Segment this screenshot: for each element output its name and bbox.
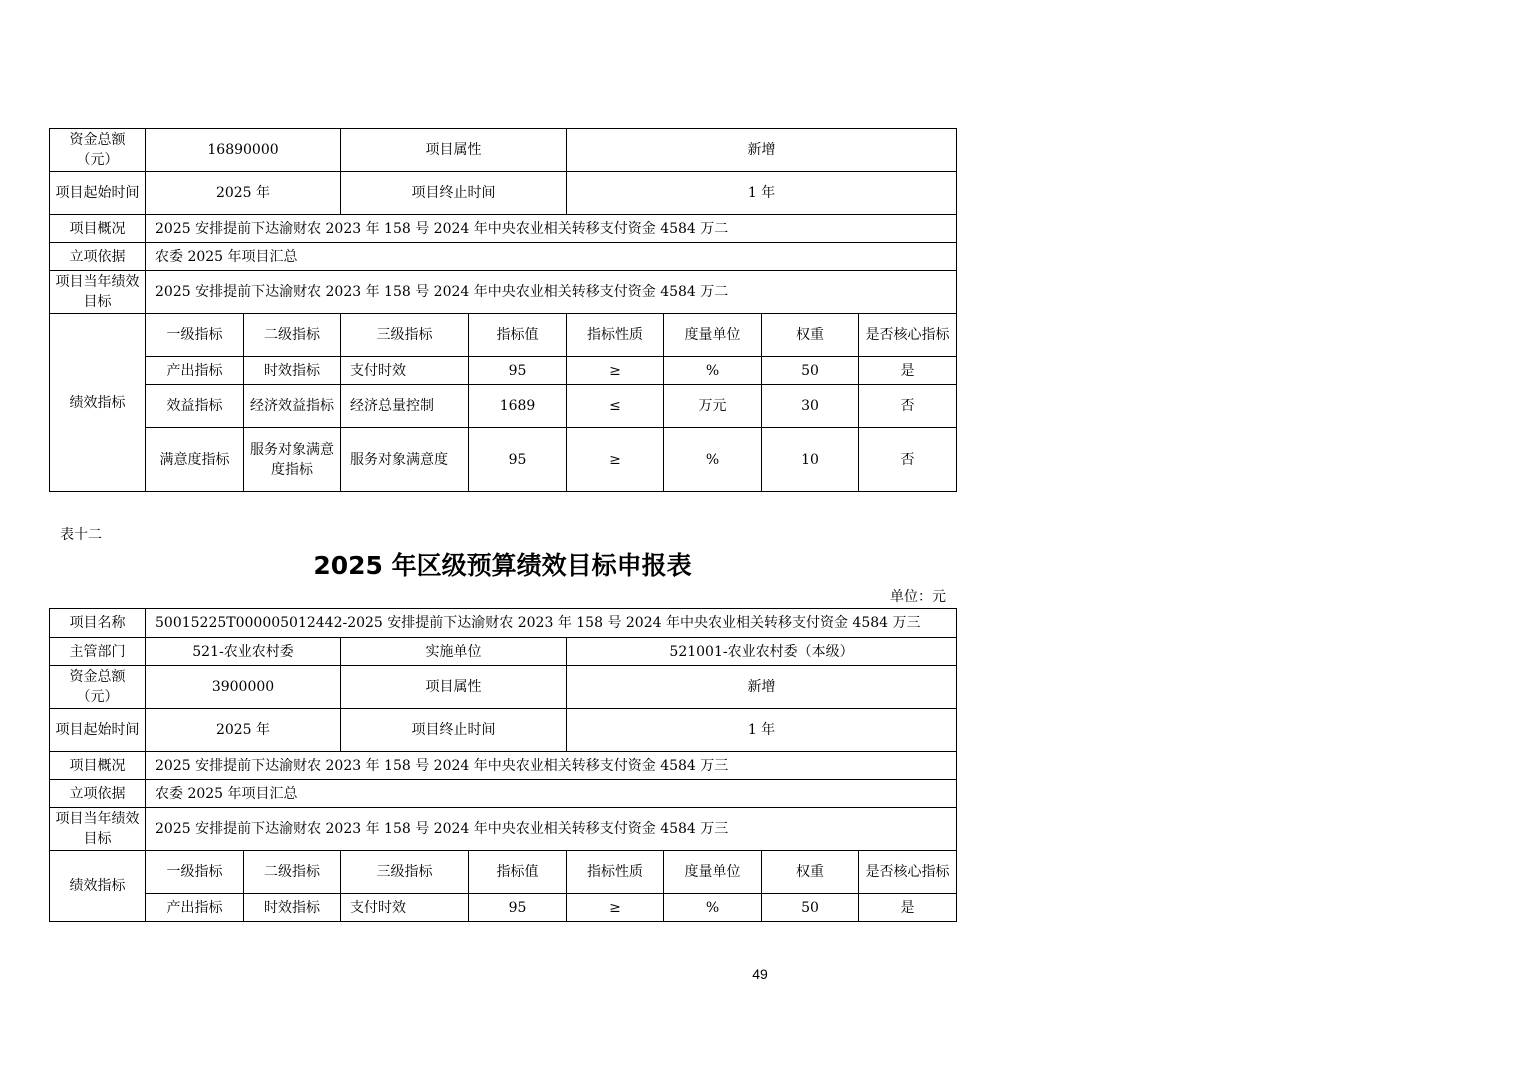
annual-goal-value: 2025 安排提前下达渝财农 2023 年 158 号 2024 年中央农业相关转移支付资金 4584 万三 — [146, 808, 957, 851]
perf-cell: 否 — [859, 428, 957, 492]
perf-cell: ≤ — [567, 385, 664, 428]
perf-header-cell: 二级指标 — [244, 314, 341, 357]
overview-label: 项目概况 — [50, 752, 146, 780]
perf-header-cell: 是否核心指标 — [859, 851, 957, 894]
overview-label: 项目概况 — [50, 215, 146, 243]
perf-cell: 经济效益指标 — [244, 385, 341, 428]
dept-label: 主管部门 — [50, 638, 146, 666]
dept-value: 521-农业农村委 — [146, 638, 341, 666]
total-funds-value: 16890000 — [146, 129, 341, 172]
budget-table — [49, 608, 957, 922]
page-title: 2025 年区级预算绩效目标申报表 — [313, 551, 692, 580]
impl-unit-label: 实施单位 — [341, 638, 567, 666]
budget-table-continued — [49, 128, 957, 492]
perf-header-cell: 二级指标 — [244, 851, 341, 894]
perf-header-cell: 度量单位 — [664, 851, 762, 894]
perf-header-cell: 三级指标 — [341, 851, 469, 894]
total-funds-label: 资金总额（元） — [50, 129, 146, 172]
perf-cell: 效益指标 — [146, 385, 244, 428]
perf-header-cell: 指标性质 — [567, 851, 664, 894]
perf-cell: 服务对象满意度指标 — [244, 428, 341, 492]
perf-header-cell: 一级指标 — [146, 851, 244, 894]
perf-cell: 是 — [859, 357, 957, 385]
total-funds-value: 3900000 — [146, 666, 341, 709]
perf-cell: 时效指标 — [244, 894, 341, 922]
table-number-note: 表十二 — [60, 527, 102, 543]
perf-cell: 服务对象满意度 — [341, 428, 469, 492]
perf-cell: 50 — [762, 894, 859, 922]
perf-header-cell: 权重 — [762, 314, 859, 357]
perf-cell: ≥ — [567, 894, 664, 922]
perf-cell: 经济总量控制 — [341, 385, 469, 428]
perf-cell: 95 — [469, 357, 567, 385]
perf-cell: 产出指标 — [146, 894, 244, 922]
table-row — [50, 894, 957, 922]
project-attr-value: 新增 — [567, 129, 957, 172]
perf-cell: 10 — [762, 428, 859, 492]
perf-cell: 支付时效 — [341, 894, 469, 922]
perf-cell: % — [664, 894, 762, 922]
perf-cell: 95 — [469, 894, 567, 922]
unit-label: 单位：元 — [890, 589, 946, 605]
perf-cell: 95 — [469, 428, 567, 492]
perf-cell: 50 — [762, 357, 859, 385]
annual-goal-value: 2025 安排提前下达渝财农 2023 年 158 号 2024 年中央农业相关转移支付资金 4584 万二 — [146, 271, 957, 314]
table-row — [50, 357, 957, 385]
perf-cell: 1689 — [469, 385, 567, 428]
overview-value: 2025 安排提前下达渝财农 2023 年 158 号 2024 年中央农业相关转移支付资金 4584 万二 — [146, 215, 957, 243]
project-attr-label: 项目属性 — [341, 666, 567, 709]
perf-header-cell: 是否核心指标 — [859, 314, 957, 357]
impl-unit-value: 521001-农业农村委（本级） — [567, 638, 957, 666]
perf-header-cell: 一级指标 — [146, 314, 244, 357]
project-name-label: 项目名称 — [50, 609, 146, 638]
annual-goal-label: 项目当年绩效目标 — [50, 808, 146, 851]
basis-value: 农委 2025 年项目汇总 — [146, 780, 957, 808]
perf-cell: 30 — [762, 385, 859, 428]
perf-cell: 产出指标 — [146, 357, 244, 385]
overview-value: 2025 安排提前下达渝财农 2023 年 158 号 2024 年中央农业相关转移支付资金 4584 万三 — [146, 752, 957, 780]
perf-cell: 时效指标 — [244, 357, 341, 385]
annual-goal-label: 项目当年绩效目标 — [50, 271, 146, 314]
basis-value: 农委 2025 年项目汇总 — [146, 243, 957, 271]
perf-header-cell: 指标值 — [469, 314, 567, 357]
project-attr-value: 新增 — [567, 666, 957, 709]
perf-indicators-label: 绩效指标 — [50, 314, 146, 492]
perf-cell: 支付时效 — [341, 357, 469, 385]
perf-cell: ≥ — [567, 357, 664, 385]
perf-cell: 是 — [859, 894, 957, 922]
table-row — [50, 428, 957, 492]
end-time-label: 项目终止时间 — [341, 709, 567, 752]
basis-label: 立项依据 — [50, 780, 146, 808]
table-row — [50, 385, 957, 428]
start-time-value: 2025 年 — [146, 172, 341, 215]
basis-label: 立项依据 — [50, 243, 146, 271]
page-number: 49 — [752, 966, 768, 982]
perf-cell: 万元 — [664, 385, 762, 428]
start-time-label: 项目起始时间 — [50, 709, 146, 752]
perf-header-cell: 度量单位 — [664, 314, 762, 357]
project-name-value: 50015225T000005012442-2025 安排提前下达渝财农 2023 年 158 号 2024 年中央农业相关转移支付资金 4584 万三 — [146, 609, 957, 638]
perf-indicators-label: 绩效指标 — [50, 851, 146, 922]
total-funds-label: 资金总额（元） — [50, 666, 146, 709]
end-time-label: 项目终止时间 — [341, 172, 567, 215]
perf-cell: % — [664, 428, 762, 492]
perf-header-cell: 三级指标 — [341, 314, 469, 357]
perf-cell: ≥ — [567, 428, 664, 492]
project-attr-label: 项目属性 — [341, 129, 567, 172]
perf-cell: 否 — [859, 385, 957, 428]
perf-header-cell: 指标值 — [469, 851, 567, 894]
perf-cell: 满意度指标 — [146, 428, 244, 492]
start-time-value: 2025 年 — [146, 709, 341, 752]
perf-header-cell: 权重 — [762, 851, 859, 894]
end-time-value: 1 年 — [567, 709, 957, 752]
perf-header-cell: 指标性质 — [567, 314, 664, 357]
end-time-value: 1 年 — [567, 172, 957, 215]
perf-cell: % — [664, 357, 762, 385]
start-time-label: 项目起始时间 — [50, 172, 146, 215]
